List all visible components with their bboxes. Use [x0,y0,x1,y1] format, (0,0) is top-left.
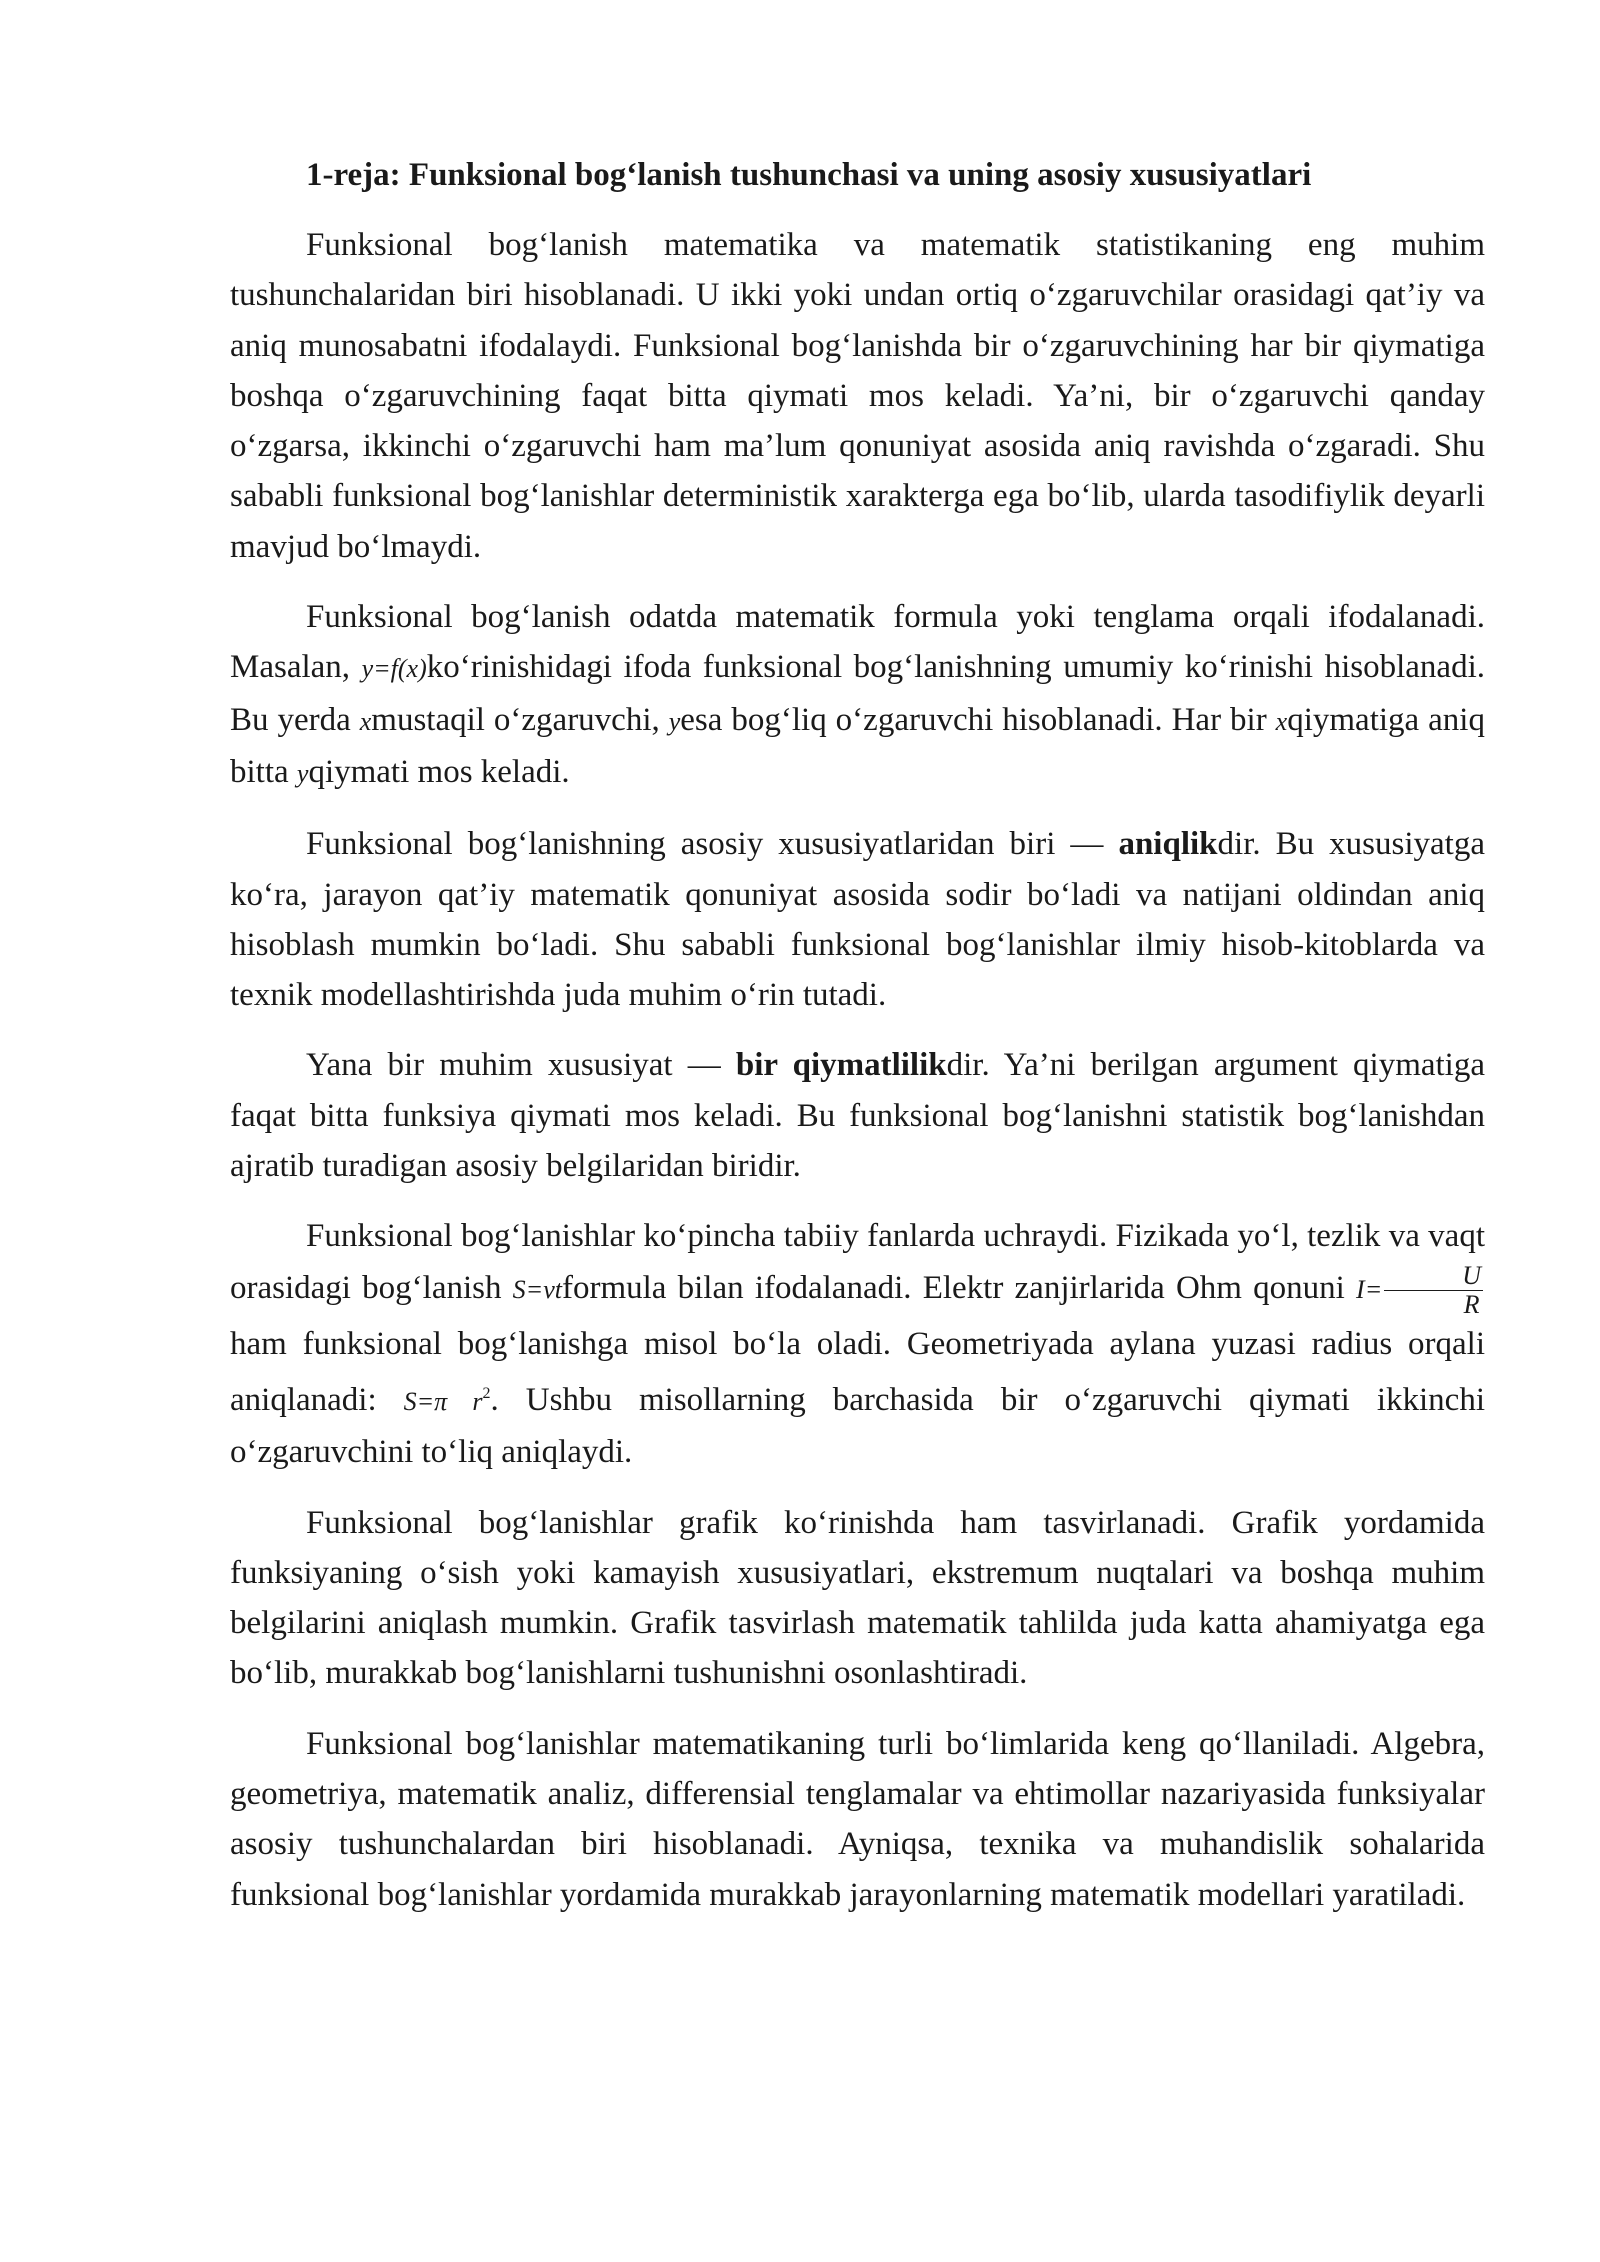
text-run: Yana bir muhim xususiyat — [306,1047,736,1084]
text-run: ko‘rinishidagi ifoda funksional bog‘lanishning umumiy ko‘rinishi hisoblanadi. Bu yerda [230,649,1486,738]
formula-ohm-lhs: I= [1356,1274,1383,1304]
paragraph-formula [230,592,1485,799]
text-run: qiymatiga aniq bitta [230,701,1485,790]
text-run: . Ushbu misollarning barchasida bir o‘zgaruvchi qiymati ikkinchi o‘zgaruvchini to‘liq aniqlaydi. [230,1381,1485,1471]
paragraph-single-valued [230,1040,1485,1191]
text-run: dir. Bu xususiyatga ko‘ra, jarayon qat’iy matematik qonuniyat asosida sodir bo‘ladi va natijani oldindan aniq hisoblash mumkin bo‘ladi. Shu sababli funksional bog‘lanishlar ilmiy hisob-kitoblarda va texnik modellashtirishda juda muhim o‘rin tutadi. [230,826,1485,1014]
text-run: dir. Ya’ni berilgan argument qiymatiga faqat bitta funksiya qiymati mos keladi. Bu funksional bog‘lanishni statistik bog‘lanishdan ajratib turadigan asosiy belgilaridan biridir. [230,1047,1486,1185]
term-bir-qiymatlilik: bir qiymatlilik [735,1047,947,1084]
variable-x: x [1275,706,1288,736]
fraction-numerator: U [1384,1262,1483,1291]
variable-x: x [359,706,372,736]
formula-exponent: 2 [482,1384,491,1402]
term-aniqlik: aniqlik [1118,826,1218,863]
document-page [230,150,1485,1940]
text-run: mustaqil o‘zgaruvchi, [371,701,669,738]
paragraph-accuracy [230,819,1485,1020]
text-run: Funksional bog‘lanish odatda matematik formula yoki tenglama orqali ifodalanadi. Masalan, [230,599,1485,686]
formula-circle-area-base: S=π r [403,1386,483,1416]
formula-s-equals-vt: S=vt [512,1274,562,1304]
formula-circle-area [403,1384,491,1416]
text-run: Funksional bog‘lanishlar ko‘pincha tabiiy fanlarda uchraydi. Fizikada yo‘l, tezlik va vaqt orasidagi bog‘lanish [230,1218,1485,1306]
section-heading: 1-reja: Funksional bog‘lanish tushunchasi va uning asosiy xususiyatlari [306,157,1312,193]
text-run: qiymati mos keladi. [308,753,570,790]
paragraph-definition: Funksional bog‘lanish matematika va matematik statistikaning eng muhim tushunchalaridan biri hisoblanadi. U ikki yoki undan ortiq o‘zgaruvchilar orasidagi qat’iy va aniq munosabatni ifodalaydi. Funksional bog‘lanishda bir o‘zgaruvchining har bir qiymatiga boshqa o‘zgaruvchining faqat bitta qiymati mos keladi. Ya’ni, bir o‘zgaruvchi qanday o‘zgarsa, ikkinchi o‘zgaruvchi ham ma’lum qonuniyat asosida aniq ravishda o‘zgaradi. Shu sababli funksional bog‘lanishlar deterministik xarakterga ega bo‘lib, ularda tasodifiylik deyarli mavjud bo‘lmaydi. [230,227,1485,565]
variable-y: y [296,758,309,788]
paragraph-examples [230,1211,1485,1477]
text-run: Funksional bog‘lanishning asosiy xususiyatlaridan biri — [306,826,1119,863]
paragraph-applications: Funksional bog‘lanishlar matematikaning turli bo‘limlarida keng qo‘llaniladi. Algebra, geometriya, matematik analiz, differensial tenglamalar va ehtimollar nazariyasida funksiyalar asosiy tushunchalardan biri hisoblanadi. Ayniqsa, texnika va muhandislik sohalarida funksional bog‘lanishlar yordamida murakkab jarayonlarning matematik modellari yaratiladi. [230,1725,1485,1913]
text-run: ham funksional bog‘lanishga misol bo‘la oladi. Geometriyada aylana yuzasi radius orqali aniqlanadi: [230,1325,1485,1418]
paragraph-graphs: Funksional bog‘lanishlar grafik ko‘rinishda ham tasvirlanadi. Grafik yordamida funksiyaning o‘sish yoki kamayish xususiyatlari, ekstremum nuqtalari va boshqa muhim belgilarini aniqlash mumkin. Grafik tasvirlash matematik tahlilda juda katta ahamiyatga ega bo‘lib, murakkab bog‘lanishlarni tushunishni osonlashtiradi. [230,1504,1485,1692]
text-run: formula bilan ifodalanadi. Elektr zanjirlarida Ohm qonuni [561,1269,1357,1306]
fraction-denominator: R [1463,1289,1480,1319]
text-run: esa bog‘liq o‘zgaruvchi hisoblanadi. Har bir [680,701,1276,738]
formula-ohm-fraction [1384,1262,1483,1319]
formula-y-equals-f-of-x: y=f(x) [361,654,427,684]
variable-y: y [668,706,681,736]
